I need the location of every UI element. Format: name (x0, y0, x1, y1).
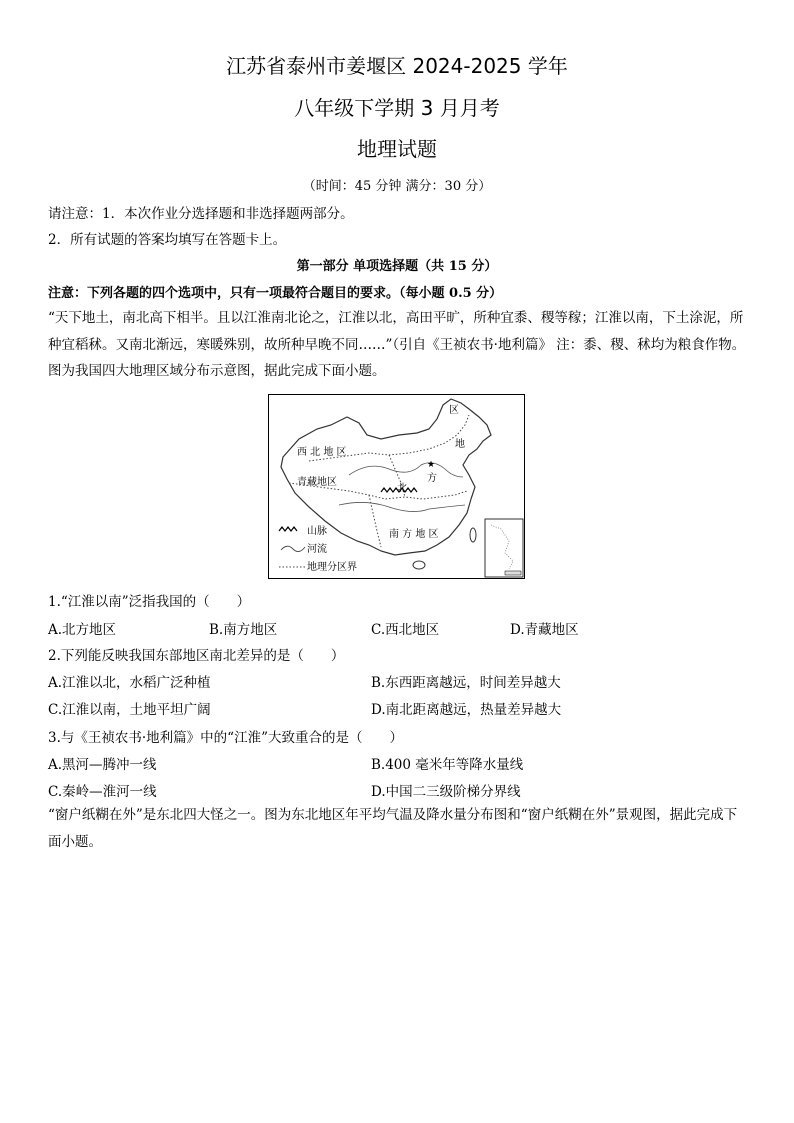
label-north-fang: 方 (427, 473, 437, 484)
q2-stem: 2.下列能反映我国东部地区南北差异的是（ ） (48, 648, 345, 664)
taiwan-island (470, 528, 476, 542)
hainan-island (413, 561, 425, 569)
capital-star-icon: ★ (427, 460, 436, 470)
q2-option-b[interactable]: B.东西距离越远，时间差异越大 (371, 675, 561, 691)
legend-river: 河流 (307, 544, 327, 555)
inset-map (485, 519, 523, 577)
doc-title-line1: 江苏省泰州市姜堰区 2024-2025 学年 (226, 54, 568, 78)
q1-option-d[interactable]: D.青藏地区 (510, 622, 579, 638)
q3-option-c[interactable]: C.秦岭—淮河一线 (48, 784, 157, 800)
label-north-bei: 北 (397, 483, 407, 494)
legend-boundary: 地理分区界 (307, 562, 357, 573)
q3-option-b[interactable]: B.400 毫米年等降水量线 (371, 757, 524, 773)
passage-2: “窗户纸糊在外”是东北四大怪之一。图为东北地区年平均气温及降水量分布图和“窗户纸糊在外”景观图，据此完成下面小题。 (48, 807, 738, 850)
note-2: 2．所有试题的答案均填写在答题卡上。 (48, 232, 287, 248)
q3-option-d[interactable]: D.中国二三级阶梯分界线 (371, 784, 521, 800)
legend-river-icon (281, 546, 305, 551)
q1-option-a[interactable]: A.北方地区 (48, 622, 117, 638)
q2-option-a[interactable]: A.江淮以北，水稻广泛种植 (48, 675, 211, 691)
yangtze-river (339, 502, 465, 511)
yellow-river (349, 463, 463, 477)
legend-mountain-icon (279, 527, 297, 531)
q3-option-a[interactable]: A.黑河—腾冲一线 (48, 757, 157, 773)
section-heading: 第一部分 单项选择题（共 15 分） (296, 259, 498, 274)
section-instruction: 注意：下列各题的四个选项中，只有一项最符合题目的要求。（每小题 0.5 分） (48, 286, 503, 301)
q3-stem: 3.与《王祯农书·地利篇》中的“江淮”大致重合的是（ ） (48, 730, 403, 746)
label-northwest: 西 北 地 区 (297, 447, 347, 458)
legend-mountain: 山脉 (307, 526, 327, 537)
doc-title-line2: 八年级下学期 3 月月考 (294, 96, 500, 120)
q1-option-c[interactable]: C.西北地区 (371, 622, 440, 638)
q2-option-c[interactable]: C.江淮以南，土地平坦广阔 (48, 702, 211, 718)
doc-title-line3: 地理试题 (357, 137, 437, 161)
note-1: 请注意：1．本次作业分选择题和非选择题两部分。 (48, 206, 354, 222)
label-north-di: 地 (455, 439, 465, 450)
q1-option-b[interactable]: B.南方地区 (209, 622, 278, 638)
q2-option-d[interactable]: D.南北距离越远，热量差异越大 (371, 702, 562, 718)
label-south: 南 方 地 区 (389, 529, 439, 540)
q1-stem: 1.“江淮以南”泛指我国的（ ） (48, 594, 251, 610)
label-north-qu: 区 (449, 405, 459, 416)
passage-1: “天下地土，南北高下相半。且以江淮南北论之，江淮以北，高田平旷，所种宜黍、稷等稼；江淮以南，下土涂泥，所种宜稻秫。又南北渐远，寒暖殊别，故所种早晚不同……”（引自《王祯农书·地利篇》 注：黍、稷、秫均为粮食作物。图为我国四大地理区域分布示意图，据此完成下面小题。 (48, 310, 746, 379)
time-info: （时间：45 分钟 满分：30 分） (302, 179, 492, 194)
china-regions-map (268, 394, 525, 579)
label-qingzang: 青藏地区 (297, 477, 337, 488)
